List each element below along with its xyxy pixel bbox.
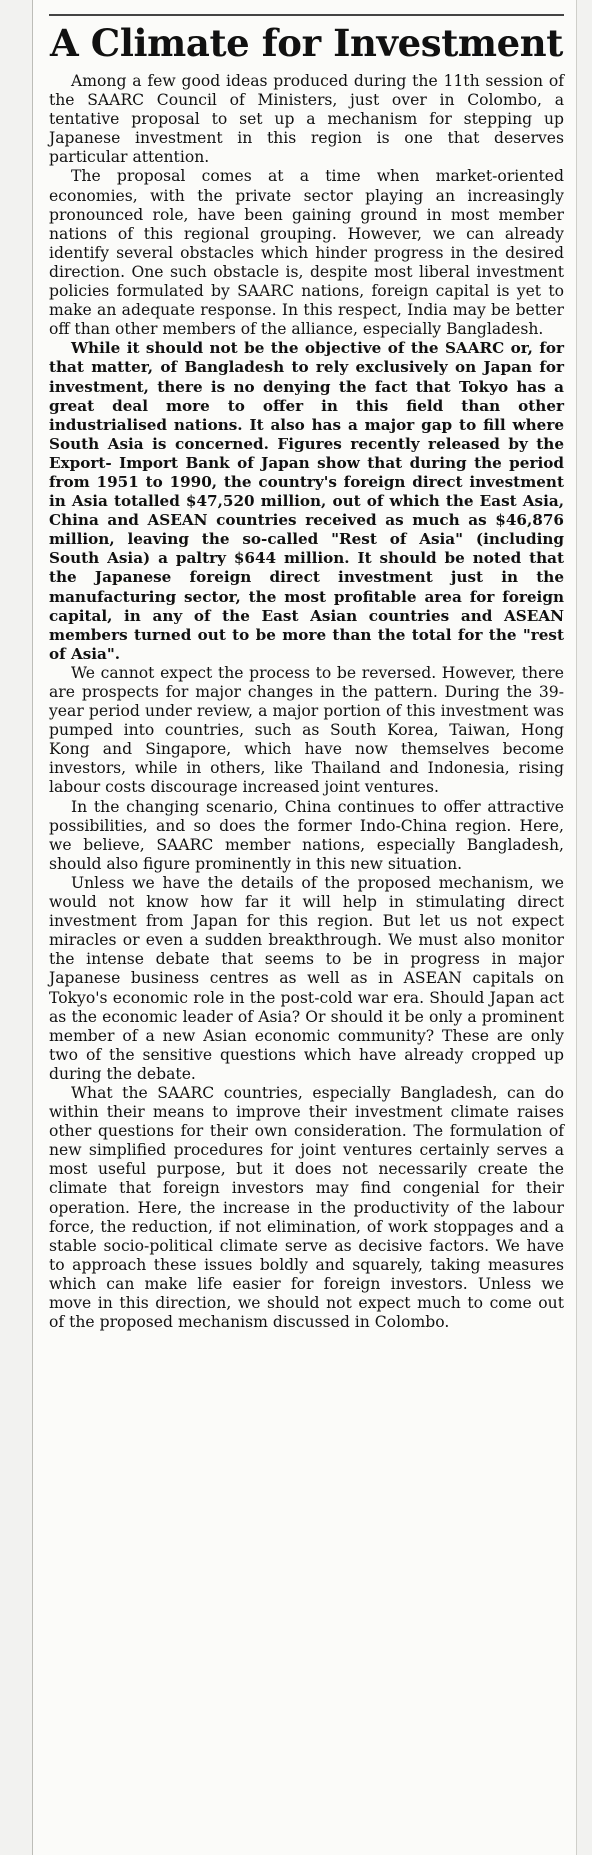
article-paragraph-4: We cannot expect the process to be reversed. However, there are prospects for major changes in the pattern. During the 39-year period under review, a major portion of this investment was pumped into countries, such as South Korea, Taiwan, Hong Kong and Singapore, which have now themselves become investors, while in others, like Thailand and Indonesia, rising labour costs discourage increased joint ventures. bbox=[49, 663, 564, 797]
newspaper-column bbox=[32, 0, 577, 1855]
top-rule bbox=[49, 14, 564, 16]
article-paragraph-7: What the SAARC countries, especially Bangladesh, can do within their means to improve their investment climate raises other questions for their own consideration. The formulation of new simplified procedures for joint ventures certainly serves a most useful purpose, but it does not necessarily create the climate that foreign investors may find congenial for their operation. Here, the increase in the productivity of the labour force, the reduction, if not elimination, of work stoppages and a stable socio-political climate serve as decisive factors. We have to approach these issues boldly and squarely, taking measures which can make life easier for foreign investors. Unless we move in this direction, we should not expect much to come out of the proposed mechanism discussed in Colombo. bbox=[49, 1083, 564, 1332]
article-paragraph-6: Unless we have the details of the proposed mechanism, we would not know how far it will help in stimulating direct investment from Japan for this region. But let us not expect miracles or even a sudden breakthrough. We must also monitor the intense debate that seems to be in progress in major Japanese business centres as well as in ASEAN capitals on Tokyo's economic role in the post-cold war era. Should Japan act as the economic leader of Asia? Or should it be only a prominent member of a new Asian economic community? These are only two of the sensitive questions which have already cropped up during the debate. bbox=[49, 873, 564, 1083]
article-paragraph-3-bold: While it should not be the objective of the SAARC or, for that matter, of Bangladesh to rely exclusively on Japan for investment, there is no denying the fact that Tokyo has a great deal more to offer in this field than other industrialised nations. It also has a major gap to fill where South Asia is concerned. Figures recently released by the Export- Import Bank of Japan show that during the period from 1951 to 1990, the country's foreign direct investment in Asia totalled $47,520 million, out of which the East Asia, China and ASEAN countries received as much as $46,876 million, leaving the so-called "Rest of Asia" (including South Asia) a paltry $644 million. It should be noted that the Japanese foreign direct investment just in the manufacturing sector, the most profitable area for foreign capital, in any of the East Asian countries and ASEAN members turned out to be more than the total for the "rest of Asia". bbox=[49, 339, 564, 663]
article-paragraph-1: Among a few good ideas produced during the 11th session of the SAARC Council of Ministers, just over in Colombo, a tentative proposal to set up a mechanism for stepping up Japanese investment in this region is one that deserves particular attention. bbox=[49, 72, 564, 167]
headline: A Climate for Investment bbox=[49, 21, 563, 65]
article-paragraph-2: The proposal comes at a time when market-oriented economies, with the private sector playing an increasingly pronounced role, have been gaining ground in most member nations of this regional grouping. However, we can already identify several obstacles which hinder progress in the desired direction. One such obstacle is, despite most liberal investment policies formulated by SAARC nations, foreign capital is yet to make an adequate response. In this respect, India may be better off than other members of the alliance, especially Bangladesh. bbox=[49, 167, 564, 339]
article-paragraph-5: In the changing scenario, China continues to offer attractive possibilities, and so does the former Indo-China region. Here, we believe, SAARC member nations, especially Bangladesh, should also figure prominently in this new situation. bbox=[49, 797, 564, 873]
